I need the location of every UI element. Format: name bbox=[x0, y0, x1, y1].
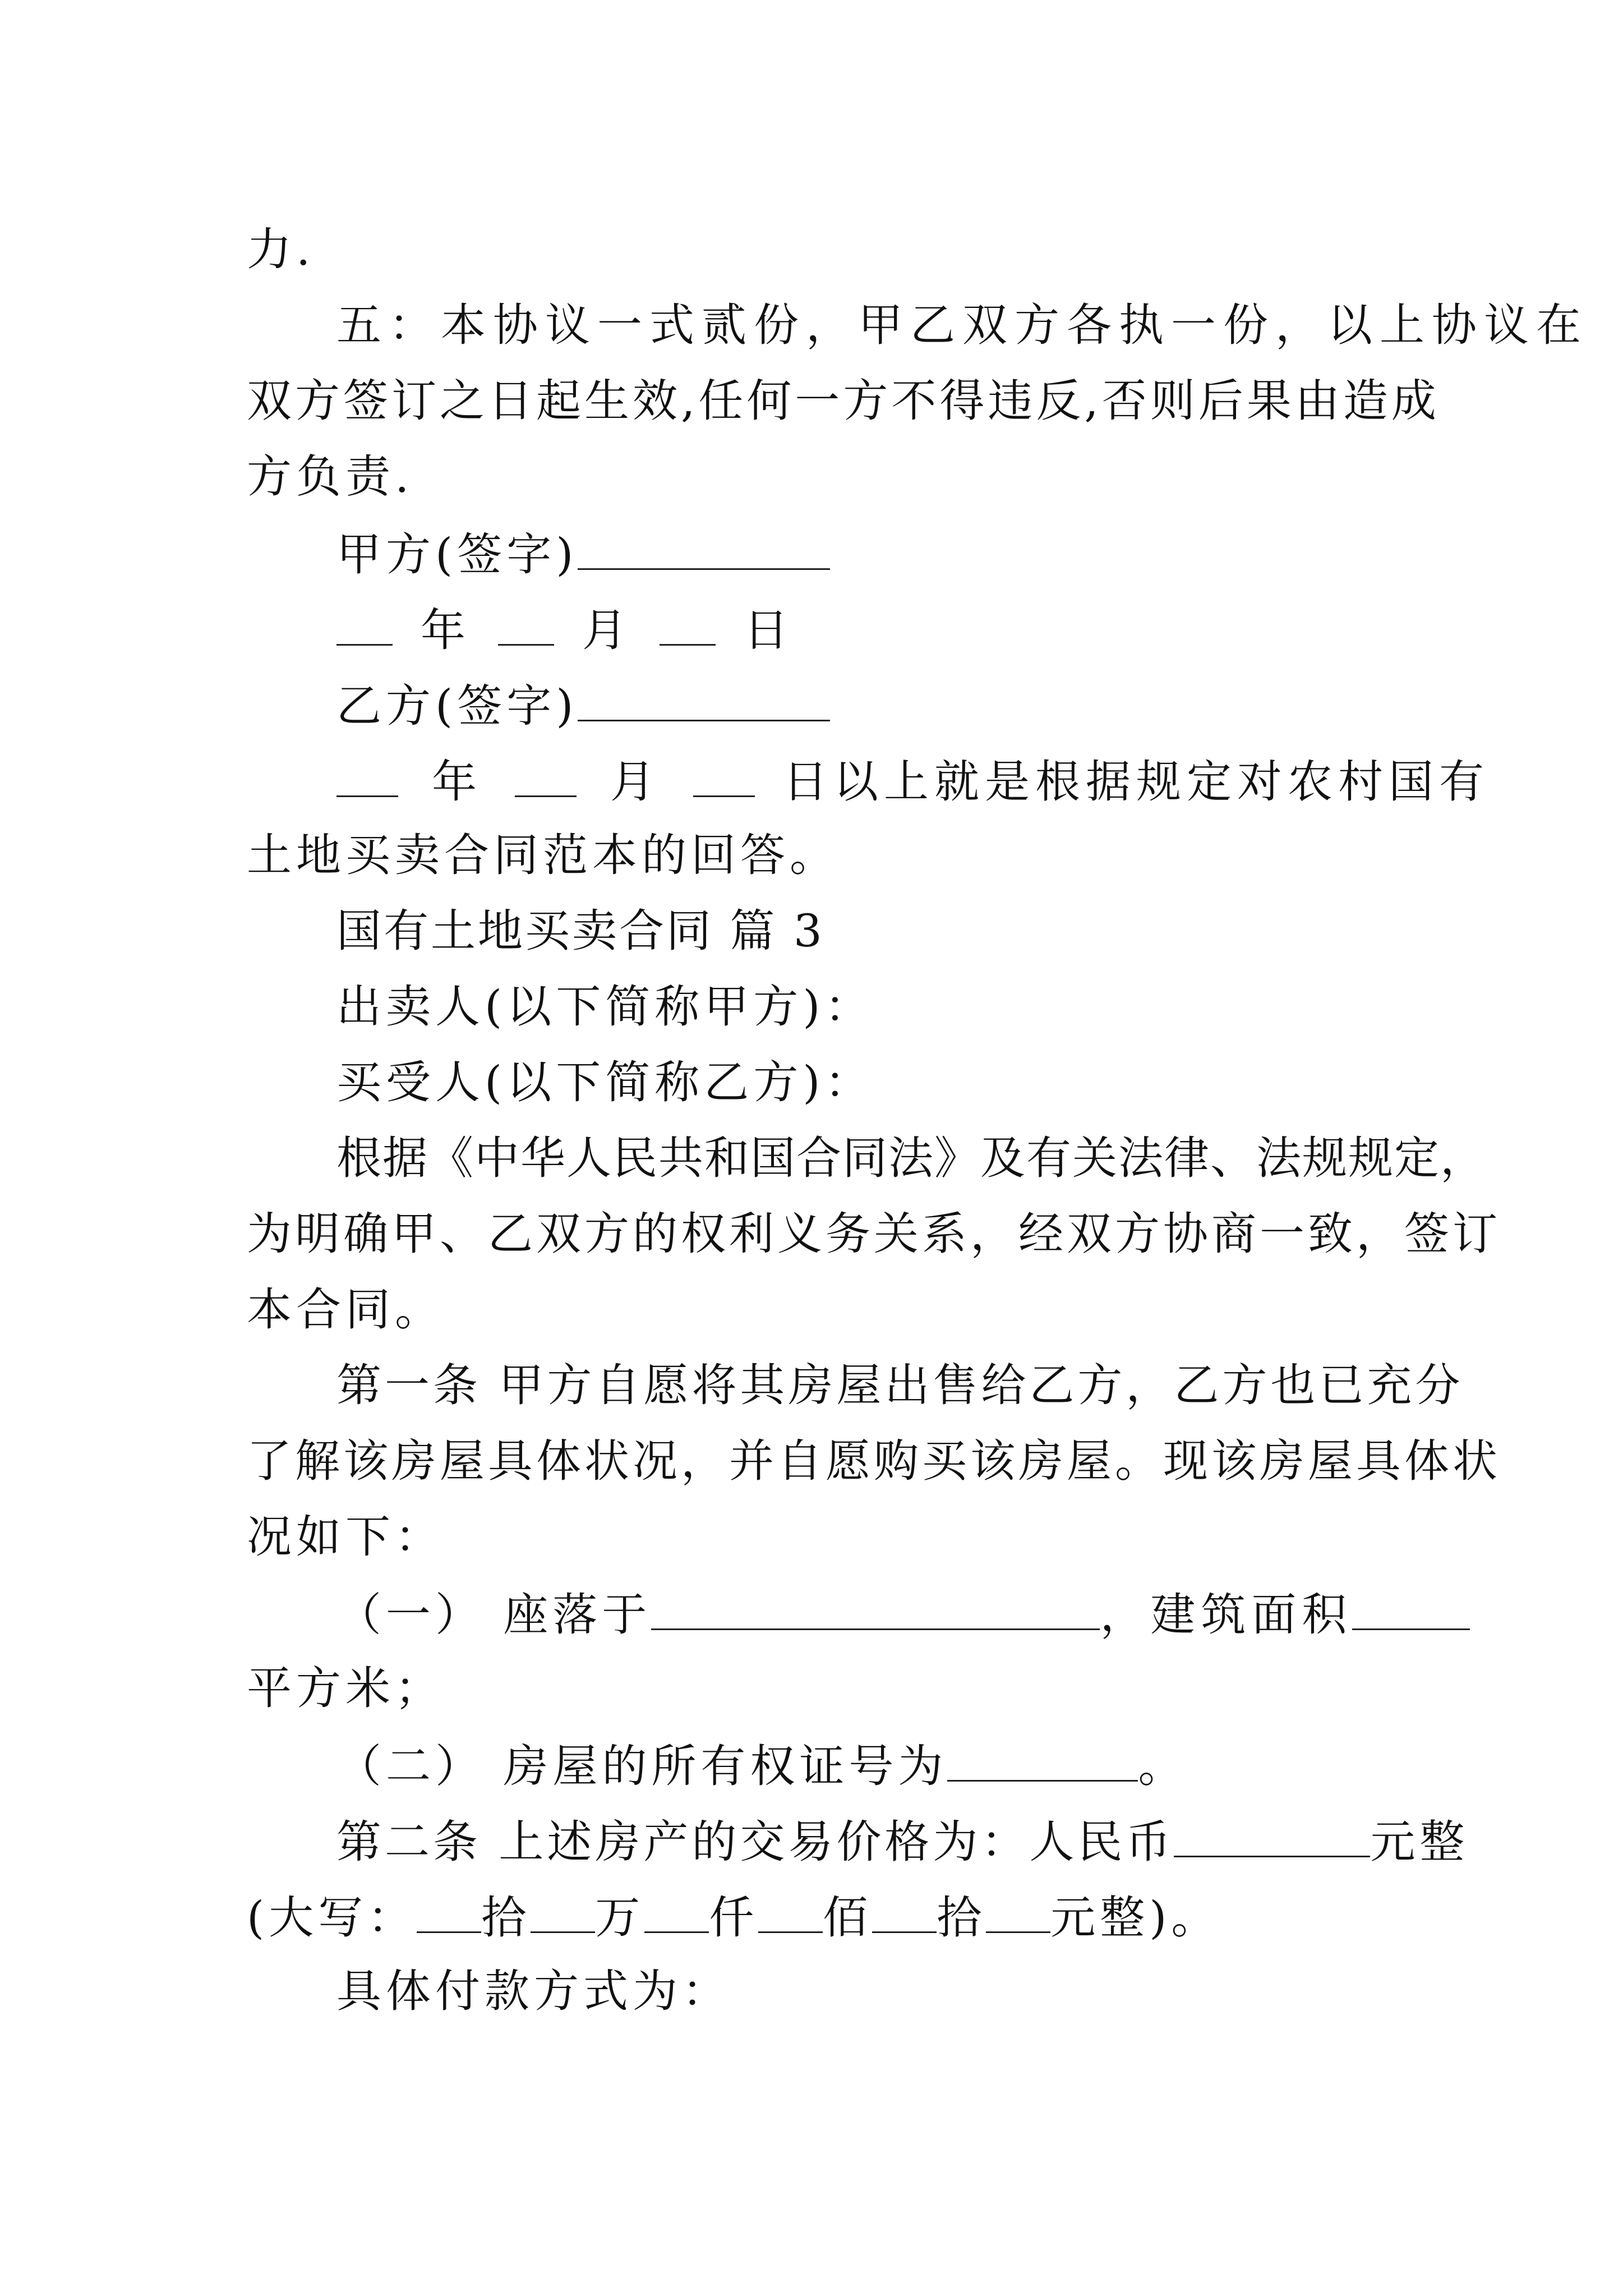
month-blank[interactable] bbox=[515, 752, 577, 797]
amount-blank[interactable] bbox=[872, 1888, 937, 1933]
year-label: 年 bbox=[432, 756, 481, 808]
day-label: 日 bbox=[744, 604, 793, 656]
month-blank[interactable] bbox=[498, 600, 554, 646]
text-line bbox=[247, 222, 1391, 278]
line-text: 况如下： bbox=[247, 1511, 444, 1563]
year-blank[interactable] bbox=[336, 600, 393, 646]
line-text: 力. bbox=[247, 223, 315, 275]
line-text: 方负责. bbox=[247, 450, 414, 503]
line-text: 平方米； bbox=[247, 1662, 444, 1714]
digit-unit: 拾 bbox=[481, 1892, 531, 1944]
day-blank[interactable] bbox=[693, 752, 755, 797]
month-label: 月 bbox=[610, 756, 660, 808]
certificate-label: （二） 房屋的所有权证号为 bbox=[336, 1740, 948, 1792]
line-text: 了解该房屋具体状况，并自愿购买该房屋。现该房屋具体状 bbox=[247, 1435, 1501, 1487]
party-a-date-line bbox=[336, 600, 1391, 656]
clause-five-line-1 bbox=[336, 297, 1588, 353]
seller-line bbox=[336, 979, 1391, 1035]
certificate-line bbox=[336, 1736, 1391, 1792]
digit-unit: 仟 bbox=[709, 1892, 759, 1944]
price-line bbox=[336, 1812, 1469, 1868]
line-text: 五：本协议一式贰份，甲乙双方各执一份，以上协议在 bbox=[336, 299, 1588, 351]
digit-unit: 佰 bbox=[823, 1892, 873, 1944]
party-a-signature-label: 甲方(签字) bbox=[336, 528, 578, 581]
payment-method-line bbox=[336, 1963, 1391, 2019]
section-title: 国有土地买卖合同 篇 3 bbox=[336, 905, 824, 957]
party-b-date-line bbox=[336, 752, 1490, 808]
area-blank[interactable] bbox=[1352, 1585, 1470, 1630]
article-one-line-3 bbox=[247, 1509, 1391, 1565]
area-unit-line bbox=[247, 1660, 1391, 1717]
day-blank[interactable] bbox=[660, 600, 716, 646]
article-one-line-1 bbox=[336, 1358, 1464, 1414]
price-blank[interactable] bbox=[1174, 1812, 1370, 1857]
area-label: ，建筑面积 bbox=[1100, 1589, 1353, 1641]
price-uppercase-line bbox=[247, 1888, 1391, 1944]
location-label: （一） 座落于 bbox=[336, 1589, 652, 1641]
line-text: 。 bbox=[1138, 1740, 1188, 1792]
amount-blank[interactable] bbox=[758, 1888, 823, 1933]
digit-unit: 拾 bbox=[937, 1892, 986, 1944]
party-b-signature-line bbox=[336, 676, 1391, 732]
digit-unit: 元整)。 bbox=[1050, 1892, 1221, 1944]
signature-blank[interactable] bbox=[578, 524, 830, 570]
clause-five-line-3 bbox=[247, 449, 1391, 505]
preamble-line-1 bbox=[336, 1130, 1486, 1186]
amount-blank[interactable] bbox=[531, 1888, 595, 1933]
certificate-blank[interactable] bbox=[947, 1736, 1138, 1782]
amount-blank[interactable] bbox=[986, 1888, 1050, 1933]
clause-five-line-2 bbox=[247, 373, 1440, 429]
preamble-line-3 bbox=[247, 1282, 1391, 1338]
digit-unit: 万 bbox=[595, 1892, 645, 1944]
line-text: 双方签订之日起生效,任何一方不得违反,否则后果由造成 bbox=[247, 375, 1440, 427]
price-label: 第二条 上述房产的交易价格为：人民币 bbox=[336, 1816, 1174, 1868]
preamble-line-2 bbox=[247, 1206, 1501, 1262]
month-label: 月 bbox=[582, 604, 631, 656]
amount-blank[interactable] bbox=[417, 1888, 481, 1933]
location-blank[interactable] bbox=[651, 1585, 1100, 1630]
uppercase-label: (大写： bbox=[247, 1892, 417, 1944]
line-text: 为明确甲、乙双方的权利义务关系，经双方协商一致，签订 bbox=[247, 1208, 1501, 1260]
seller-label: 出卖人(以下简称甲方)： bbox=[336, 981, 874, 1033]
line-text: 本合同。 bbox=[247, 1283, 444, 1336]
section-heading bbox=[336, 903, 1391, 959]
line-text: 日以上就是根据规定对农村国有 bbox=[783, 756, 1490, 808]
payment-method-label: 具体付款方式为： bbox=[336, 1965, 731, 2017]
line-text: 第一条 甲方自愿将其房屋出售给乙方，乙方也已充分 bbox=[336, 1359, 1464, 1411]
price-unit: 元整 bbox=[1370, 1816, 1469, 1868]
year-label: 年 bbox=[421, 604, 470, 656]
buyer-line bbox=[336, 1055, 1391, 1111]
buyer-label: 买受人(以下简称乙方)： bbox=[336, 1056, 874, 1108]
signature-blank[interactable] bbox=[578, 676, 830, 721]
line-text: 土地买卖合同范本的回答。 bbox=[247, 829, 839, 881]
year-blank[interactable] bbox=[336, 752, 398, 797]
line-text: 根据《中华人民共和国合同法》及有关法律、法规规定， bbox=[336, 1132, 1486, 1184]
party-b-signature-label: 乙方(签字) bbox=[336, 680, 578, 732]
location-line bbox=[336, 1585, 1391, 1641]
amount-blank[interactable] bbox=[644, 1888, 709, 1933]
party-a-signature-line bbox=[336, 524, 1391, 581]
article-one-line-2 bbox=[247, 1433, 1501, 1489]
text-line bbox=[247, 827, 1391, 884]
